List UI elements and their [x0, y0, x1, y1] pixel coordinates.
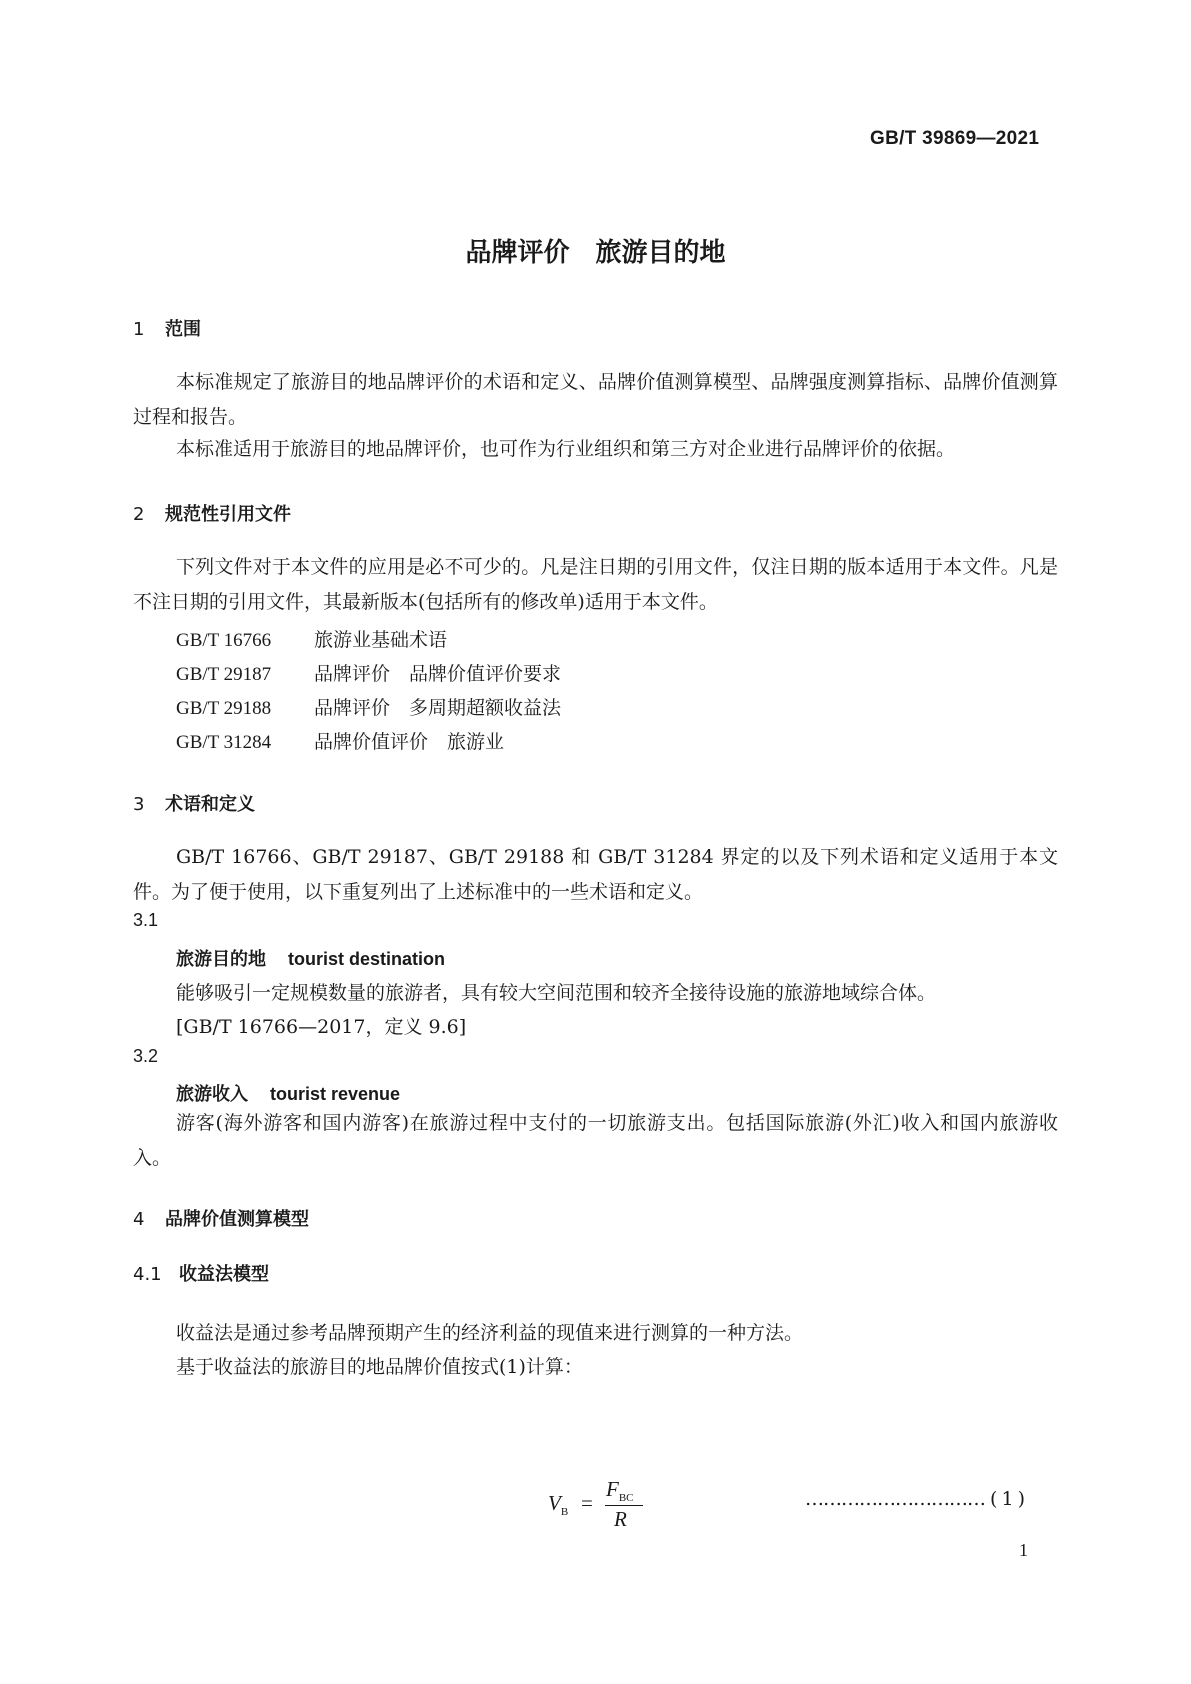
reference-title: 品牌评价 多周期超额收益法	[314, 697, 562, 719]
section-number: 1	[133, 319, 145, 340]
income-method-paragraph-1: 收益法是通过参考品牌预期产生的经济利益的现值来进行测算的一种方法。	[176, 1322, 804, 1344]
reference-code: GB/T 29187	[176, 664, 272, 685]
reference-title: 品牌评价 品牌价值评价要求	[314, 663, 562, 685]
term-source: [GB/T 16766—2017，定义 9.6]	[176, 1016, 467, 1038]
section-number: 3	[133, 794, 145, 815]
formula-numerator: $F_{BC}$	[606, 1477, 634, 1505]
term-number: 3.2	[133, 1046, 159, 1066]
term-title	[176, 945, 445, 971]
scope-paragraph-2: 本标准适用于旅游目的地品牌评价，也可作为行业组织和第三方对企业进行品牌评价的依据。	[176, 438, 956, 460]
term-number: 3.1	[133, 910, 159, 930]
reference-item	[176, 693, 561, 720]
subsection-4-1-heading	[133, 1260, 269, 1286]
reference-title: 品牌价值评价 旅游业	[314, 731, 505, 753]
section-title: 范围	[165, 319, 201, 340]
income-method-paragraph-2: 基于收益法的旅游目的地品牌价值按式(1)计算：	[176, 1356, 583, 1378]
formula-equals: =	[581, 1491, 593, 1515]
section-number: 4	[133, 1209, 145, 1230]
section-3-heading	[133, 790, 255, 816]
term-en: tourist revenue	[270, 1084, 401, 1104]
section-2-heading	[133, 500, 291, 526]
section-title: 术语和定义	[165, 794, 255, 815]
page-number: 1	[1019, 1540, 1028, 1560]
scope-paragraph-1: 本标准规定了旅游目的地品牌评价的术语和定义、品牌价值测算模型、品牌强度测算指标、品牌价值测算过程和报告。	[133, 371, 1058, 428]
section-number: 2	[133, 504, 145, 525]
reference-code: GB/T 29188	[176, 698, 272, 719]
reference-title: 旅游业基础术语	[314, 629, 448, 651]
terms-intro-paragraph: GB/T 16766、GB/T 29187、GB/T 29188 和 GB/T 31284 界定的以及下列术语和定义适用于本文件。为了便于使用，以下重复列出了上述标准中的一些术语和定义。	[133, 846, 1058, 903]
reference-code: GB/T 16766	[176, 630, 272, 651]
term-title	[176, 1080, 400, 1106]
standard-code: GB/T 39869—2021	[870, 128, 1040, 149]
equation-number: ………………………… ( 1 )	[805, 1488, 1025, 1510]
brand-value-formula	[548, 1477, 638, 1533]
term-zh: 旅游收入	[176, 1084, 248, 1105]
document-title: 品牌评价 旅游目的地	[465, 238, 726, 268]
section-4-heading	[133, 1205, 309, 1231]
formula-denominator: R	[614, 1507, 627, 1531]
reference-code: GB/T 31284	[176, 732, 272, 753]
term-definition: 游客(海外游客和国内游客)在旅游过程中支付的一切旅游支出。包括国际旅游(外汇)收入和国内旅游收入。	[133, 1112, 1058, 1169]
reference-item	[176, 727, 504, 754]
section-title: 规范性引用文件	[165, 504, 291, 525]
term-definition: 能够吸引一定规模数量的旅游者，具有较大空间范围和较齐全接待设施的旅游地域综合体。	[176, 982, 937, 1004]
term-en: tourist destination	[288, 949, 445, 969]
subsection-title: 收益法模型	[179, 1264, 269, 1285]
formula-lhs: $V_B$	[548, 1491, 569, 1519]
section-1-heading	[133, 315, 201, 341]
term-zh: 旅游目的地	[176, 949, 266, 970]
subsection-number: 4.1	[133, 1264, 162, 1285]
reference-item	[176, 659, 561, 686]
section-title: 品牌价值测算模型	[165, 1209, 309, 1230]
references-intro-paragraph: 下列文件对于本文件的应用是必不可少的。凡是注日期的引用文件，仅注日期的版本适用于本文件。凡是不注日期的引用文件，其最新版本(包括所有的修改单)适用于本文件。	[133, 556, 1058, 613]
reference-item	[176, 625, 447, 652]
